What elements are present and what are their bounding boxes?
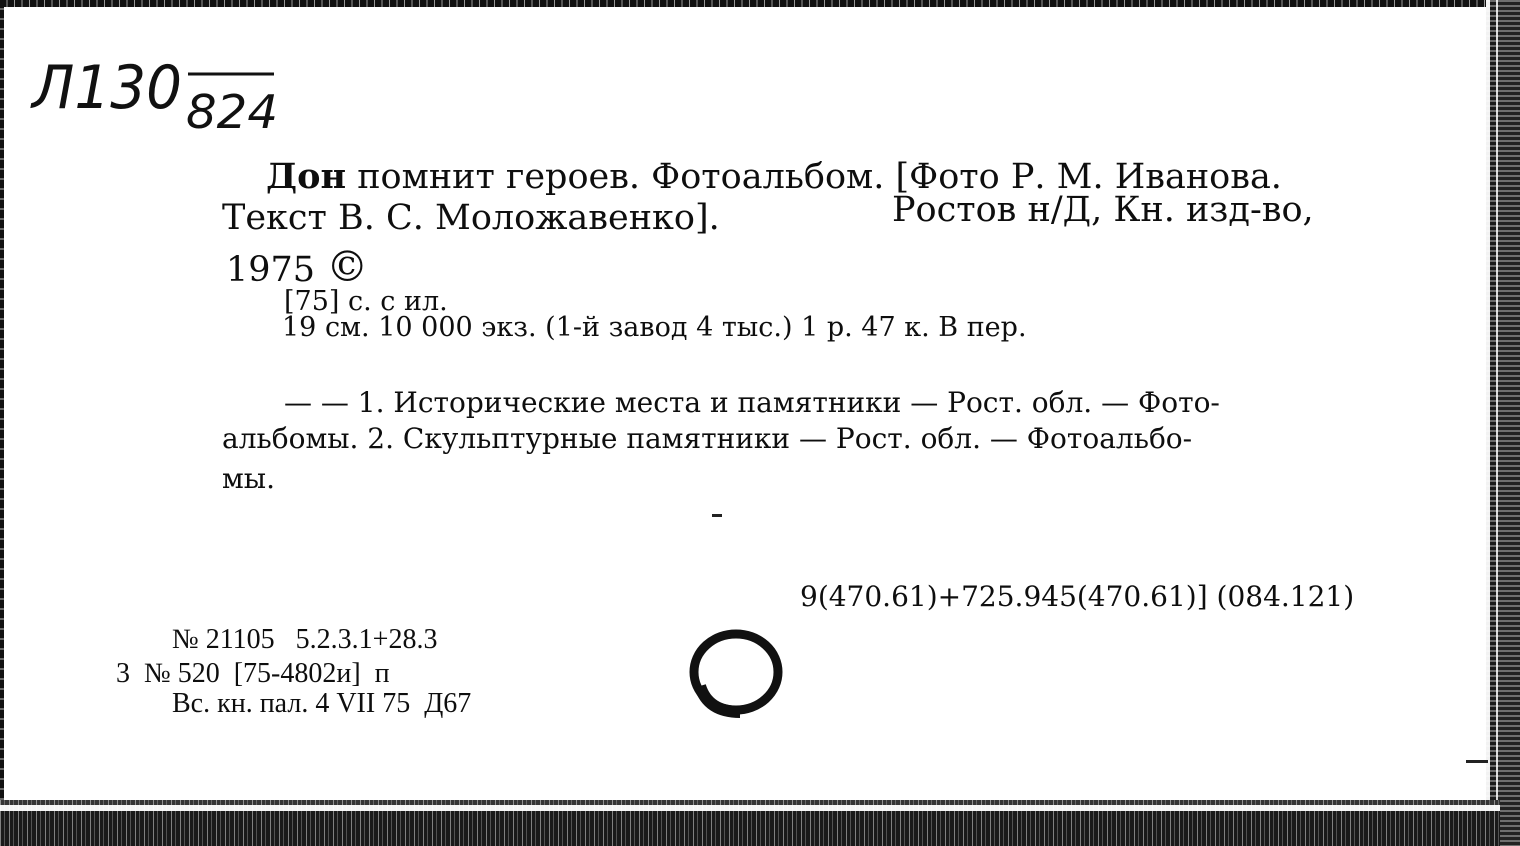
title-line-2-right: Ростов н/Д, Кн. изд-во, bbox=[892, 190, 1314, 230]
publication-year: 1975 bbox=[226, 250, 316, 290]
card-top-edge bbox=[0, 0, 1500, 7]
classification-code: 9(470.61)+725.945(470.61)] (084.121) bbox=[800, 580, 1355, 613]
scan-mark bbox=[712, 514, 722, 517]
shelf-mark-number: 824 bbox=[186, 85, 278, 139]
card-left-edge bbox=[0, 0, 4, 812]
collation-details: 19 см. 10 000 экз. (1-й завод 4 тыс.) 1 р. 47 к. В пер. bbox=[282, 312, 1027, 343]
card-bottom-edge bbox=[0, 800, 1500, 846]
punch-hole-ring bbox=[686, 626, 786, 718]
subject-line-2: альбомы. 2. Скульптурные памятники — Рост. обл. — Фотоальбо- bbox=[222, 422, 1193, 455]
registration-line-3: Вс. кн. пал. 4 VII 75 Д67 bbox=[172, 688, 472, 719]
subject-line-3: мы. bbox=[222, 462, 275, 495]
card-right-edge bbox=[1486, 0, 1520, 846]
title-line-1-rest: помнит героев. Фотоальбом. [Фото Р. М. Иванова. bbox=[346, 157, 1282, 197]
registration-line-2: 3 № 520 [75-4802и] п bbox=[116, 658, 390, 689]
scan-mark bbox=[1466, 760, 1488, 763]
registration-line-1: № 21105 5.2.3.1+28.3 bbox=[172, 624, 438, 655]
title-main-word: Дон bbox=[266, 156, 347, 197]
title-line-2-left: Текст В. С. Моложавенко]. bbox=[222, 198, 720, 238]
copyright-symbol: © bbox=[326, 242, 369, 291]
title-line-3 bbox=[226, 242, 368, 291]
shelf-mark-prefix: Л130 bbox=[30, 53, 183, 123]
shelf-mark bbox=[28, 30, 298, 140]
collation-pages: [75] с. с ил. bbox=[284, 286, 448, 317]
subject-line-1: — — 1. Исторические места и памятники — Рост. обл. — Фото- bbox=[284, 386, 1220, 419]
